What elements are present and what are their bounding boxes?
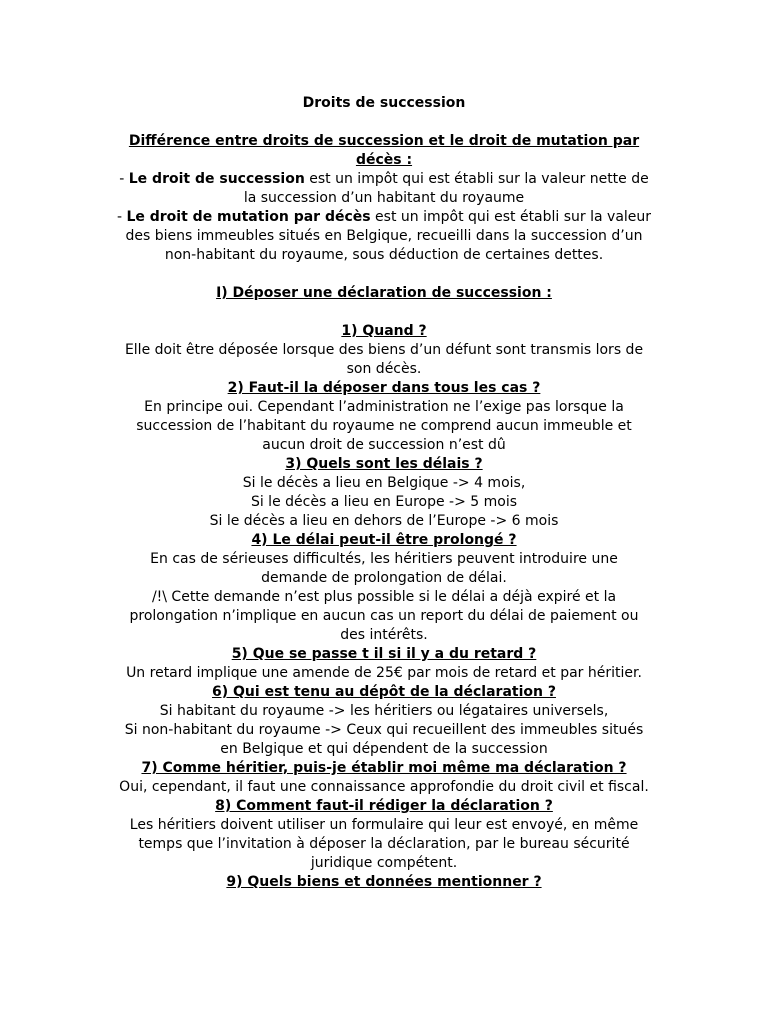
spacer bbox=[116, 303, 652, 322]
definition-term: Le droit de succession bbox=[128, 171, 305, 187]
answer-warning: /!\ Cette demande n’est plus possible si le délai a déjà expiré et la prolongation n’implique en aucun cas un report du délai de paiement ou des intérêts. bbox=[129, 589, 639, 643]
intro-heading: Différence entre droits de succession et le droit de mutation par décès : bbox=[128, 133, 640, 168]
answer-text: Si habitant du royaume -> les héritiers ou légataires universels, bbox=[159, 703, 609, 719]
definition-text: est un impôt qui est établi sur la valeur des biens immeubles situés en Belgique, recueilli dans la succession d’un non-habitant du royaume, sous déduction de certaines dettes. bbox=[125, 209, 652, 263]
question-heading: 2) Faut-il la déposer dans tous les cas ? bbox=[227, 380, 541, 396]
question-heading: 9) Quels biens et données mentionner ? bbox=[226, 874, 542, 890]
question-heading: 3) Quels sont les délais ? bbox=[285, 456, 483, 472]
answer-text: En principe oui. Cependant l’administration ne l’exige pas lorsque la succession de l’habitant du royaume ne comprend aucun immeuble et aucun droit de succession n’est dû bbox=[136, 399, 632, 453]
answer-text: En cas de sérieuses difficultés, les héritiers peuvent introduire une demande de prolongation de délai. bbox=[150, 551, 618, 586]
answer-text: Si non-habitant du royaume -> Ceux qui recueillent des immeubles situés en Belgique et qui dépendent de la succession bbox=[124, 722, 644, 757]
answer-line: Si le décès a lieu en Europe -> 5 mois bbox=[250, 494, 518, 510]
question-heading: 6) Qui est tenu au dépôt de la déclaration ? bbox=[212, 684, 556, 700]
answer-text: Les héritiers doivent utiliser un formulaire qui leur est envoyé, en même temps que l’invitation à déposer la déclaration, par le bureau sécurité juridique compétent. bbox=[129, 817, 639, 871]
spacer bbox=[116, 265, 652, 284]
definition-prefix: - bbox=[116, 209, 127, 225]
definition-text: est un impôt qui est établi sur la valeur nette de la succession d’un habitant du royaume bbox=[243, 171, 649, 206]
question-heading: 4) Le délai peut-il être prolongé ? bbox=[251, 532, 517, 548]
definition-succession bbox=[116, 170, 652, 208]
question-heading: 8) Comment faut-il rédiger la déclaration ? bbox=[215, 798, 553, 814]
answer-text: Elle doit être déposée lorsque des biens d’un défunt sont transmis lors de son décès. bbox=[124, 342, 644, 377]
answer-text: Un retard implique une amende de 25€ par mois de retard et par héritier. bbox=[126, 665, 642, 681]
question-heading: 7) Comme héritier, puis-je établir moi même ma déclaration ? bbox=[141, 760, 627, 776]
answer-text: Oui, cependant, il faut une connaissance approfondie du droit civil et fiscal. bbox=[119, 779, 649, 795]
document-title: Droits de succession bbox=[302, 95, 466, 111]
definition-prefix: - bbox=[119, 171, 129, 187]
definition-term: Le droit de mutation par décès bbox=[126, 209, 371, 225]
answer-line: Si le décès a lieu en dehors de l’Europe -> 6 mois bbox=[209, 513, 559, 529]
question-heading: 1) Quand ? bbox=[341, 323, 427, 339]
section-heading: I) Déposer une déclaration de succession : bbox=[216, 285, 552, 301]
document-page bbox=[116, 94, 652, 892]
spacer bbox=[116, 113, 652, 132]
answer-line: Si le décès a lieu en Belgique -> 4 mois, bbox=[242, 475, 526, 491]
question-heading: 5) Que se passe t il si il y a du retard ? bbox=[231, 646, 537, 662]
definition-mutation bbox=[116, 208, 652, 265]
